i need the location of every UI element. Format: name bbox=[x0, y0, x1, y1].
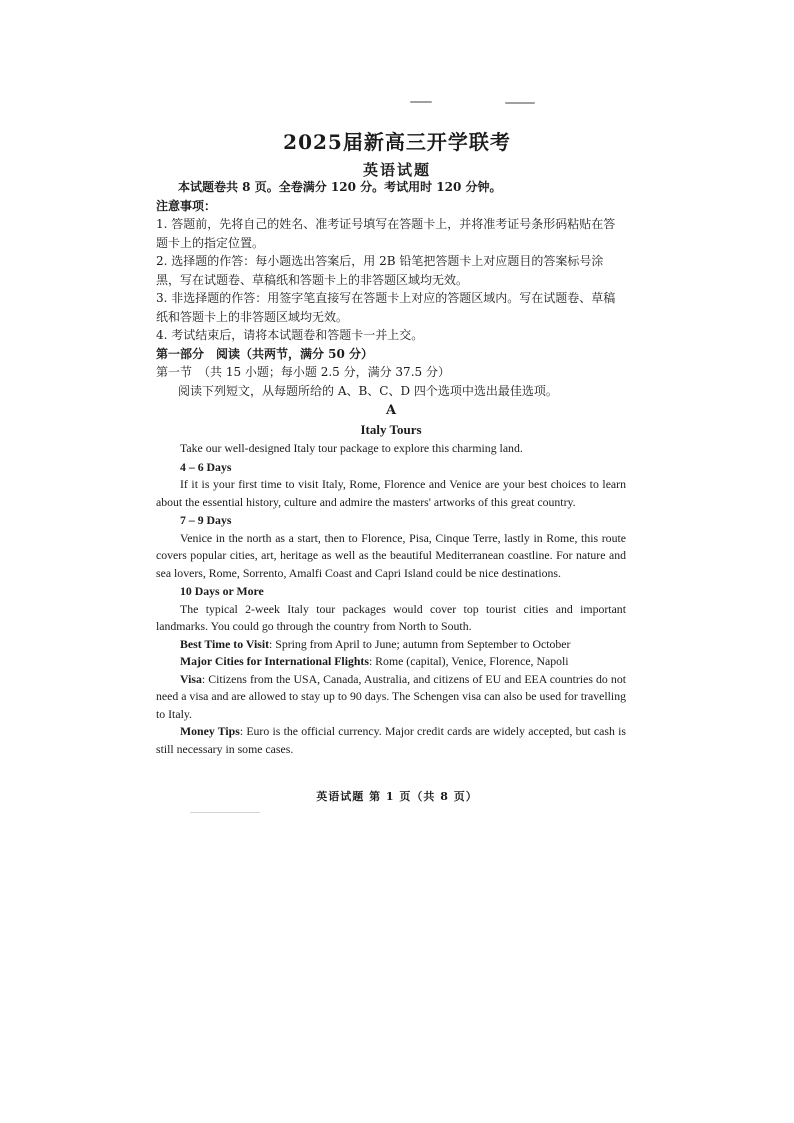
notice-item: 1. 答题前，先将自己的姓名、准考证号填写在答题卡上，并将准考证号条形码粘贴在答题卡上的指定位置。 bbox=[156, 217, 616, 250]
exam-body bbox=[156, 178, 626, 758]
scan-artifact bbox=[410, 101, 432, 103]
section-heading: 7 – 9 Days bbox=[180, 513, 232, 527]
instructions bbox=[156, 178, 626, 400]
exam-subtitle: 英语试题 bbox=[362, 161, 431, 179]
passage-body bbox=[156, 440, 626, 758]
notice-item: 3. 非选择题的作答：用签字笔直接写在答题卡上对应的答题区域内。写在试题卷、草稿纸和答题卡上的非答题区域均无效。 bbox=[156, 291, 616, 324]
direction: 阅读下列短文，从每题所给的 A、B、C、D 四个选项中选出最佳选项。 bbox=[178, 383, 558, 398]
scan-artifact bbox=[190, 812, 260, 813]
scan-artifact bbox=[505, 102, 535, 104]
section-heading: 10 Days or More bbox=[180, 584, 264, 598]
section-heading: 4 – 6 Days bbox=[180, 459, 232, 474]
passage-title: Italy Tours bbox=[360, 422, 422, 437]
part-heading: 第一部分 阅读（共两节，满分 50 分） bbox=[156, 346, 374, 361]
notice-item: 4. 考试结束后，请将本试题卷和答题卡一并上交。 bbox=[156, 328, 424, 342]
fact-best-time: Best Time to Visit: Spring from April to June; autumn from September to October bbox=[180, 636, 571, 651]
section-text: Venice in the north as a start, then to Florence, Pisa, Cinque Terre, lastly in Rome, this route covers popular cities, art, heritage as well as the beautiful Mediterranean coastline. For nature and sea lovers, Rome, Sorrento, Amalfi Coast and Capri Island could be nice destinations. bbox=[156, 530, 626, 580]
section-text: The typical 2-week Italy tour packages would cover top tourist cities and important landmarks. You could go through the country from North to South. bbox=[156, 601, 626, 633]
fact-flights: Major Cities for International Flights: Rome (capital), Venice, Florence, Napoli bbox=[180, 654, 569, 668]
intro-line: 本试题卷共 8 页。全卷满分 120 分。考试用时 120 分钟。 bbox=[178, 180, 502, 194]
fact-visa: Visa: Citizens from the USA, Canada, Australia, and citizens of EU and EEA countries do not need a visa and are allowed to stay up to 90 days. The Schengen visa can also be used for travelling to Italy. bbox=[156, 671, 626, 721]
exam-header bbox=[0, 126, 794, 180]
passage-letter: A bbox=[385, 403, 397, 418]
notice-heading: 注意事项： bbox=[156, 198, 217, 213]
notice-item: 2. 选择题的作答：每小题选出答案后，用 2B 铅笔把答题卡上对应题目的答案标号涂黑，写在试题卷、草稿纸和答题卡上的非答题区域均无效。 bbox=[156, 254, 604, 287]
fact-money: Money Tips: Euro is the official currency. Major credit cards are widely accepted, but cash is still necessary in some cases. bbox=[156, 724, 626, 756]
passage-intro: Take our well-designed Italy tour package to explore this charming land. bbox=[180, 441, 523, 455]
exam-title: 2025届新高三开学联考 bbox=[283, 130, 511, 154]
section-heading: 第一节 （共 15 小题；每小题 2.5 分，满分 37.5 分） bbox=[156, 365, 450, 379]
page-footer: 英语试题 第 1 页（共 8 页） bbox=[316, 790, 478, 803]
section-text: If it is your first time to visit Italy, Rome, Florence and Venice are your best choices to learn about the essential history, culture and admire the masters' artworks of this great country. bbox=[156, 477, 626, 509]
